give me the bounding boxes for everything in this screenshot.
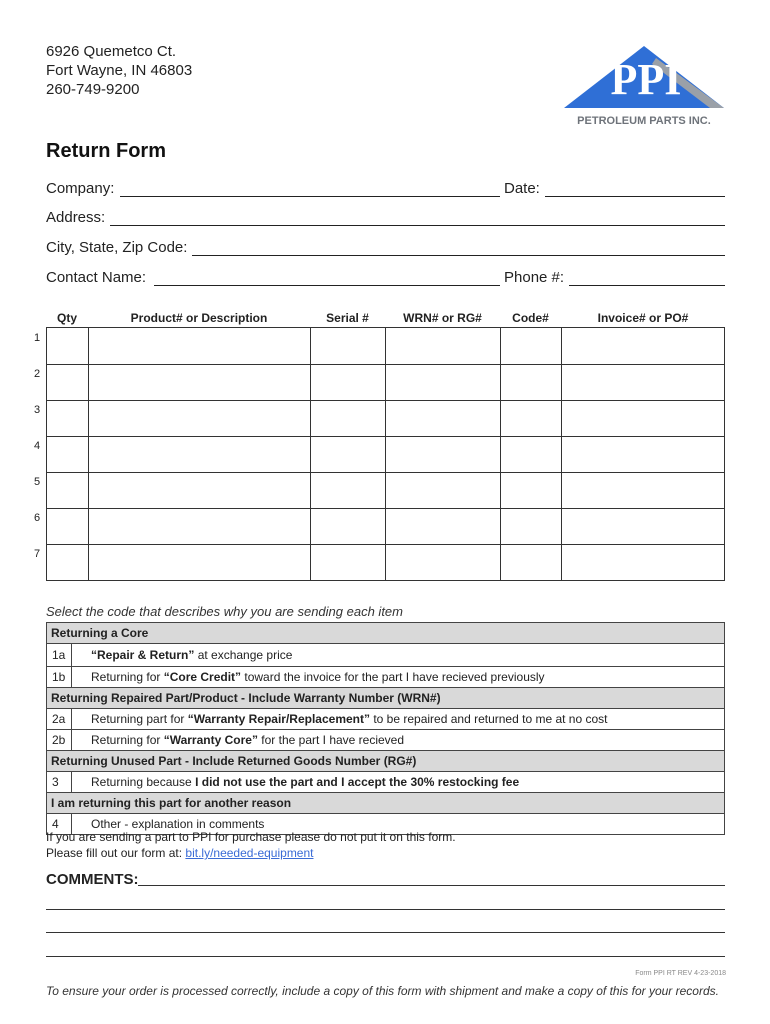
codes-section-title: I am returning this part for another reason xyxy=(47,793,724,814)
code-value: 3 xyxy=(52,775,59,789)
col-header-serial: Serial # xyxy=(326,311,369,325)
code-divider xyxy=(71,709,72,729)
row-number: 5 xyxy=(34,476,41,488)
comments-line[interactable] xyxy=(46,932,725,933)
note-line-1: If you are sending a part to PPI for purchase please do not put it on this form. xyxy=(46,830,456,844)
table-divider xyxy=(561,328,562,580)
codes-intro: Select the code that describes why you are sending each item xyxy=(46,604,403,619)
phone-label: Phone #: xyxy=(504,269,565,286)
comments-line[interactable] xyxy=(46,909,725,910)
comments-line[interactable] xyxy=(138,885,725,886)
code-row xyxy=(47,709,724,730)
col-header-invoice: Invoice# or PO# xyxy=(597,311,689,325)
form-title: Return Form xyxy=(46,140,166,162)
codes-section-title: Returning Repaired Part/Product - Include Warranty Number (WRN#) xyxy=(47,688,724,709)
company-input-line[interactable] xyxy=(120,195,500,197)
code-divider xyxy=(71,730,72,750)
code-value: 1a xyxy=(52,648,66,662)
code-description: Other - explanation in comments xyxy=(91,817,265,831)
city-row xyxy=(46,237,726,259)
col-header-product: Product# or Description xyxy=(130,311,268,325)
logo-text: PPI xyxy=(610,55,682,104)
code-divider xyxy=(71,644,72,666)
row-number: 2 xyxy=(34,368,41,380)
purchase-note xyxy=(46,829,456,861)
codes-table xyxy=(46,622,725,835)
items-table[interactable] xyxy=(46,327,725,581)
address-street: 6926 Quemetco Ct. xyxy=(46,43,177,60)
comments-line[interactable] xyxy=(46,956,725,957)
table-divider xyxy=(47,472,724,473)
code-description: “Repair & Return” at exchange price xyxy=(91,648,293,662)
phone-input-line[interactable] xyxy=(569,284,725,286)
comments-label: COMMENTS: xyxy=(46,871,139,888)
row-number: 1 xyxy=(34,332,41,344)
code-row xyxy=(47,730,724,751)
code-value: 2b xyxy=(52,733,66,747)
code-value: 4 xyxy=(52,817,59,831)
ppi-logo xyxy=(560,44,728,128)
date-label: Date: xyxy=(504,180,540,197)
code-description: Returning part for “Warranty Repair/Replacement” to be repaired and returned to me at no cost xyxy=(91,712,608,726)
row-number: 3 xyxy=(34,404,41,416)
code-value: 1b xyxy=(52,670,66,684)
code-divider xyxy=(71,772,72,792)
codes-section-title: Returning a Core xyxy=(47,623,724,644)
note-line-2: Please fill out our form at: bit.ly/needed-equipment xyxy=(46,846,314,860)
code-description: Returning for “Core Credit” toward the invoice for the part I have recieved previously xyxy=(91,670,545,684)
code-row xyxy=(47,644,724,667)
needed-equipment-link[interactable]: bit.ly/needed-equipment xyxy=(185,846,314,860)
code-description: Returning because I did not use the part and I accept the 30% restocking fee xyxy=(91,775,520,789)
code-row xyxy=(47,772,724,793)
form-number: Form PPI RT REV 4-23-2018 xyxy=(635,970,726,977)
address-city: Fort Wayne, IN 46803 xyxy=(46,62,193,79)
contact-name-input-line[interactable] xyxy=(154,284,500,286)
company-date-row xyxy=(46,178,726,200)
table-divider xyxy=(310,328,311,580)
table-divider xyxy=(500,328,501,580)
table-divider xyxy=(47,508,724,509)
logo-subtitle: PETROLEUM PARTS INC. xyxy=(577,115,711,127)
address-row xyxy=(46,207,726,229)
city-state-zip-label: City, State, Zip Code: xyxy=(46,239,188,256)
table-divider xyxy=(47,544,724,545)
contact-phone-row xyxy=(46,267,726,289)
footer-instruction: To ensure your order is processed correctly, include a copy of this form with shipment and make a copy of this for your records. xyxy=(46,984,719,998)
code-divider xyxy=(71,667,72,687)
row-number: 7 xyxy=(34,548,41,560)
table-divider xyxy=(47,400,724,401)
table-divider xyxy=(88,328,89,580)
col-header-code: Code# xyxy=(512,311,549,325)
col-header-qty: Qty xyxy=(56,311,77,325)
code-row xyxy=(47,667,724,688)
table-divider xyxy=(385,328,386,580)
address-phone: 260-749-9200 xyxy=(46,81,140,98)
code-description: Returning for “Warranty Core” for the part I have recieved xyxy=(91,733,405,747)
code-value: 2a xyxy=(52,712,66,726)
company-address xyxy=(46,42,192,99)
table-divider xyxy=(47,364,724,365)
company-label: Company: xyxy=(46,180,115,197)
row-number: 4 xyxy=(34,440,41,452)
contact-name-label: Contact Name: xyxy=(46,269,147,286)
address-input-line[interactable] xyxy=(110,224,725,226)
codes-section-title: Returning Unused Part - Include Returned Goods Number (RG#) xyxy=(47,751,724,772)
row-number: 6 xyxy=(34,512,41,524)
city-state-zip-input-line[interactable] xyxy=(192,254,725,256)
address-label: Address: xyxy=(46,209,106,226)
col-header-wrn: WRN# or RG# xyxy=(403,311,482,325)
table-divider xyxy=(47,436,724,437)
date-input-line[interactable] xyxy=(545,195,725,197)
